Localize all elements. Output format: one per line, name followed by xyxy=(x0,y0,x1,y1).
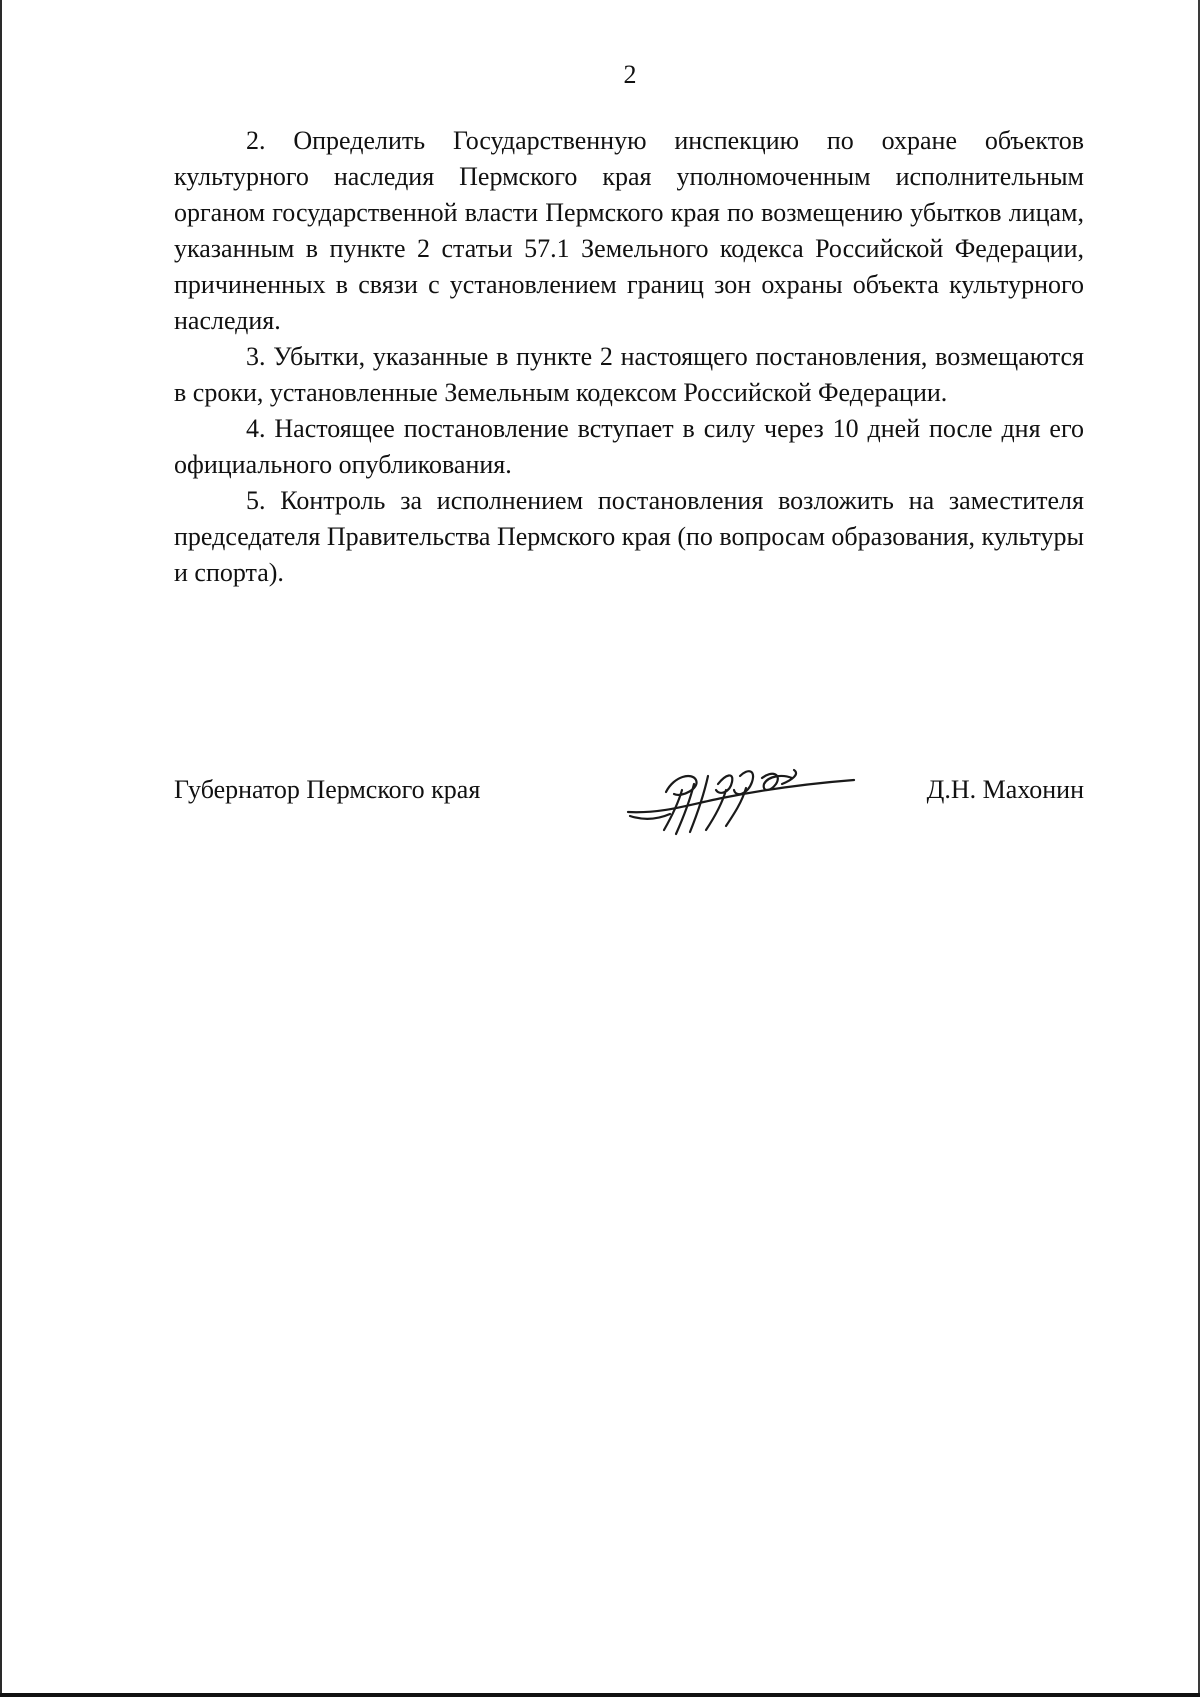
signature-block xyxy=(174,772,1084,812)
scan-edge-left xyxy=(0,0,2,1697)
scan-edge-bottom xyxy=(0,1693,1200,1697)
paragraph-5: 5. Контроль за исполнением постановления возложить на заместителя председателя Правительства Пермского края (по вопросам образования, культуры и спорта). xyxy=(174,486,1084,587)
signer-position: Губернатор Пермского края xyxy=(174,775,481,804)
paragraph-4: 4. Настоящее постановление вступает в силу через 10 дней после дня его официального опубликования. xyxy=(174,414,1084,479)
paragraph-3: 3. Убытки, указанные в пункте 2 настоящего постановления, возмещаются в сроки, установленные Земельным кодексом Российской Федерации. xyxy=(174,342,1084,407)
paragraph-2: 2. Определить Государственную инспекцию по охране объектов культурного наследия Пермского края уполномоченным исполнительным органом государственной власти Пермского края по возмещению убытков лицам, указанным в пункте 2 статьи 57.1 Земельного кодекса Российской Федерации, причиненных в связи с установлением границ зон охраны объекта культурного наследия. xyxy=(174,126,1084,335)
document-body xyxy=(174,123,1084,591)
page-number: 2 xyxy=(623,60,637,89)
signer-name: Д.Н. Махонин xyxy=(926,775,1084,804)
handwritten-signature xyxy=(622,754,862,844)
